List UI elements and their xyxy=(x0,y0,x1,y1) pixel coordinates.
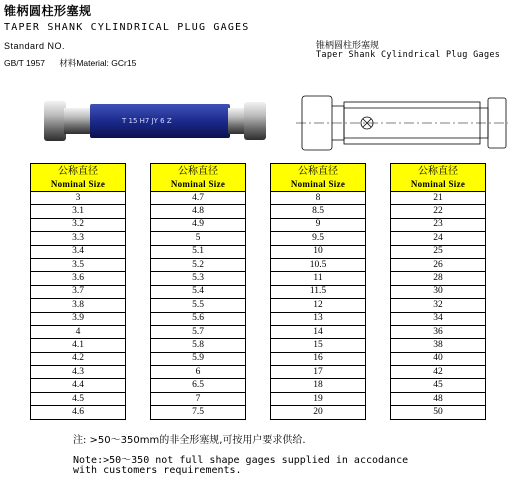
table-row xyxy=(271,272,366,285)
nominal-size-cell: 3.2 xyxy=(31,218,126,231)
table-row xyxy=(271,325,366,338)
table-row xyxy=(31,392,126,405)
nominal-size-cell: 42 xyxy=(391,366,486,379)
table-row xyxy=(271,258,366,271)
nominal-size-cell: 5.6 xyxy=(151,312,246,325)
nominal-size-table-4 xyxy=(390,163,486,420)
table-row xyxy=(391,352,486,365)
table-row xyxy=(31,339,126,352)
table-row xyxy=(271,205,366,218)
nominal-size-cell: 4.6 xyxy=(31,406,126,419)
nominal-size-cell: 32 xyxy=(391,299,486,312)
table-row xyxy=(271,366,366,379)
note-cn: 注: >50～350mm的非全形塞规,可按用户要求供给. xyxy=(73,435,306,446)
drawing-title-cn: 锥柄圆柱形塞规 xyxy=(316,41,380,51)
table-row xyxy=(391,406,486,419)
nominal-size-cell: 7 xyxy=(151,392,246,405)
nominal-size-cell: 50 xyxy=(391,406,486,419)
table-row xyxy=(31,379,126,392)
page-title: 锥柄圆柱形塞规 xyxy=(4,4,92,18)
nominal-size-cell: 3.1 xyxy=(31,205,126,218)
table-row xyxy=(31,352,126,365)
nominal-size-cell: 3.7 xyxy=(31,285,126,298)
nominal-size-cell: 3.3 xyxy=(31,232,126,245)
table-row xyxy=(151,192,246,205)
table-row xyxy=(271,339,366,352)
nominal-size-cell: 4.5 xyxy=(31,392,126,405)
nominal-size-cell: 21 xyxy=(391,192,486,205)
table-row xyxy=(391,379,486,392)
nominal-size-cell: 40 xyxy=(391,352,486,365)
table-row xyxy=(151,379,246,392)
table-header-row xyxy=(271,164,366,179)
table-row xyxy=(151,299,246,312)
header-cn: 公称直径 xyxy=(391,164,486,179)
nominal-size-cell: 5.2 xyxy=(151,258,246,271)
header-en: Nominal Size xyxy=(391,178,486,192)
nominal-size-cell: 18 xyxy=(271,379,366,392)
nominal-size-cell: 4.8 xyxy=(151,205,246,218)
nominal-size-cell: 3.5 xyxy=(31,258,126,271)
header-en: Nominal Size xyxy=(31,178,126,192)
table-row xyxy=(151,312,246,325)
nominal-size-cell: 5 xyxy=(151,232,246,245)
gage-left-head xyxy=(44,101,66,141)
table-row xyxy=(391,392,486,405)
table-row xyxy=(391,299,486,312)
table-row xyxy=(31,205,126,218)
nominal-size-cell: 3.9 xyxy=(31,312,126,325)
nominal-size-cell: 5.5 xyxy=(151,299,246,312)
table-header-row xyxy=(151,178,246,192)
nominal-size-cell: 5.7 xyxy=(151,325,246,338)
nominal-size-cell: 22 xyxy=(391,205,486,218)
table-row xyxy=(271,406,366,419)
table-row xyxy=(391,325,486,338)
nominal-size-cell: 8 xyxy=(271,192,366,205)
table-row xyxy=(271,352,366,365)
standard-label: Standard NO. xyxy=(4,41,66,51)
nominal-size-cell: 26 xyxy=(391,258,486,271)
nominal-size-cell: 5.8 xyxy=(151,339,246,352)
table-row xyxy=(151,285,246,298)
nominal-size-cell: 4.9 xyxy=(151,218,246,231)
nominal-size-cell: 28 xyxy=(391,272,486,285)
nominal-size-cell: 11 xyxy=(271,272,366,285)
table-row xyxy=(31,366,126,379)
gage-photo xyxy=(44,97,268,145)
page-subtitle: TAPER SHANK CYLINDRICAL PLUG GAGES xyxy=(4,22,250,33)
gage-right-neck xyxy=(228,108,246,134)
table-row xyxy=(31,245,126,258)
table-row xyxy=(391,205,486,218)
nominal-size-cell: 36 xyxy=(391,325,486,338)
table-row xyxy=(31,406,126,419)
gage-engraving: T 15 H7 JY 6 Z xyxy=(122,117,172,125)
nominal-size-cell: 3 xyxy=(31,192,126,205)
table-row xyxy=(271,392,366,405)
nominal-size-cell: 15 xyxy=(271,339,366,352)
header-cn: 公称直径 xyxy=(151,164,246,179)
table-row xyxy=(391,285,486,298)
table-row xyxy=(391,232,486,245)
nominal-size-cell: 5.9 xyxy=(151,352,246,365)
nominal-size-cell: 19 xyxy=(271,392,366,405)
table-row xyxy=(271,245,366,258)
table-row xyxy=(151,325,246,338)
nominal-size-cell: 6.5 xyxy=(151,379,246,392)
table-row xyxy=(271,379,366,392)
nominal-size-cell: 4.4 xyxy=(31,379,126,392)
nominal-size-cell: 14 xyxy=(271,325,366,338)
table-row xyxy=(151,406,246,419)
table-row xyxy=(391,258,486,271)
nominal-size-cell: 23 xyxy=(391,218,486,231)
nominal-size-cell: 11.5 xyxy=(271,285,366,298)
table-header-row xyxy=(151,164,246,179)
nominal-size-cell: 6 xyxy=(151,366,246,379)
table-row xyxy=(31,258,126,271)
table-row xyxy=(31,232,126,245)
nominal-size-cell: 3.4 xyxy=(31,245,126,258)
table-row xyxy=(151,205,246,218)
header-en: Nominal Size xyxy=(271,178,366,192)
nominal-size-table-3 xyxy=(270,163,366,420)
nominal-size-cell: 5.4 xyxy=(151,285,246,298)
header-cn: 公称直径 xyxy=(271,164,366,179)
nominal-size-cell: 5.3 xyxy=(151,272,246,285)
table-row xyxy=(151,352,246,365)
table-row xyxy=(151,392,246,405)
table-header-row xyxy=(31,164,126,179)
table-row xyxy=(271,218,366,231)
gage-right-head xyxy=(244,102,266,140)
nominal-size-table-2 xyxy=(150,163,246,420)
nominal-size-cell: 4.7 xyxy=(151,192,246,205)
nominal-size-cell: 34 xyxy=(391,312,486,325)
table-header-row xyxy=(391,178,486,192)
note-en-line-1: Note:>50～350 not full shape gages supplied in accodance xyxy=(73,455,409,466)
table-row xyxy=(151,245,246,258)
nominal-size-cell: 16 xyxy=(271,352,366,365)
table-row xyxy=(391,245,486,258)
table-row xyxy=(151,339,246,352)
table-row xyxy=(391,366,486,379)
nominal-size-cell: 7.5 xyxy=(151,406,246,419)
header-en: Nominal Size xyxy=(151,178,246,192)
table-row xyxy=(151,272,246,285)
gage-drawing xyxy=(292,86,508,160)
nominal-size-cell: 10.5 xyxy=(271,258,366,271)
table-header-row xyxy=(31,178,126,192)
nominal-size-cell: 20 xyxy=(271,406,366,419)
nominal-size-cell: 4 xyxy=(31,325,126,338)
table-row xyxy=(31,285,126,298)
nominal-size-cell: 17 xyxy=(271,366,366,379)
nominal-size-cell: 4.1 xyxy=(31,339,126,352)
table-row xyxy=(391,218,486,231)
nominal-size-cell: 3.8 xyxy=(31,299,126,312)
nominal-size-cell: 9.5 xyxy=(271,232,366,245)
table-row xyxy=(151,232,246,245)
nominal-size-cell: 48 xyxy=(391,392,486,405)
table-row xyxy=(271,192,366,205)
nominal-size-cell: 45 xyxy=(391,379,486,392)
table-row xyxy=(151,258,246,271)
table-row xyxy=(391,192,486,205)
nominal-size-cell: 10 xyxy=(271,245,366,258)
standard-number: GB/T 1957 xyxy=(4,58,45,68)
table-row xyxy=(271,299,366,312)
nominal-size-cell: 24 xyxy=(391,232,486,245)
table-row xyxy=(151,218,246,231)
nominal-size-cell: 12 xyxy=(271,299,366,312)
nominal-size-cell: 4.3 xyxy=(31,366,126,379)
table-row xyxy=(151,366,246,379)
drawing-title-en: Taper Shank Cylindrical Plug Gages xyxy=(316,50,501,60)
table-row xyxy=(271,312,366,325)
nominal-size-cell: 3.6 xyxy=(31,272,126,285)
nominal-size-cell: 13 xyxy=(271,312,366,325)
note-en-line-2: with customers requirements. xyxy=(73,465,242,476)
nominal-size-cell: 9 xyxy=(271,218,366,231)
table-row xyxy=(391,312,486,325)
nominal-size-cell: 4.2 xyxy=(31,352,126,365)
table-row xyxy=(31,299,126,312)
nominal-size-cell: 30 xyxy=(391,285,486,298)
standard-line xyxy=(4,57,148,69)
material-text: 材料Material: GCr15 xyxy=(59,58,137,68)
nominal-size-cell: 38 xyxy=(391,339,486,352)
table-row xyxy=(31,312,126,325)
nominal-size-cell: 25 xyxy=(391,245,486,258)
table-row xyxy=(271,232,366,245)
nominal-size-cell: 5.1 xyxy=(151,245,246,258)
nominal-size-cell: 8.5 xyxy=(271,205,366,218)
table-header-row xyxy=(271,178,366,192)
header-cn: 公称直径 xyxy=(31,164,126,179)
table-row xyxy=(391,272,486,285)
table-header-row xyxy=(391,164,486,179)
table-row xyxy=(31,192,126,205)
table-row xyxy=(31,325,126,338)
nominal-size-table-1 xyxy=(30,163,126,420)
table-row xyxy=(271,285,366,298)
table-row xyxy=(391,339,486,352)
table-row xyxy=(31,218,126,231)
gage-left-neck xyxy=(64,108,92,134)
table-row xyxy=(31,272,126,285)
